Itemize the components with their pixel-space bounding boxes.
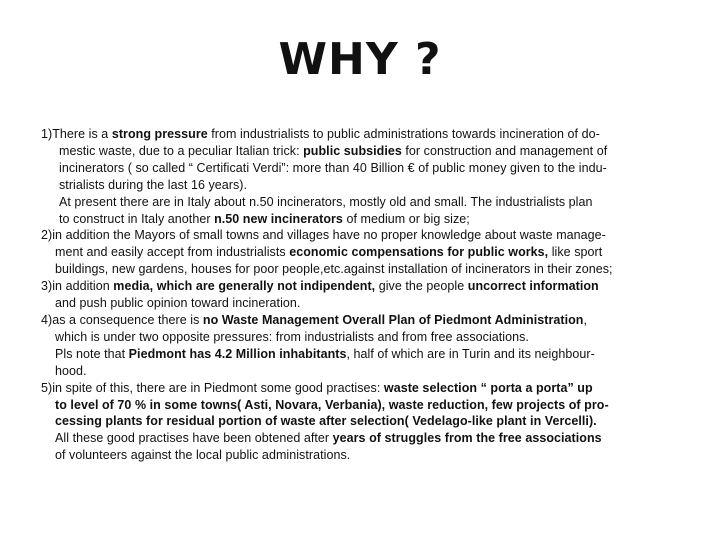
document-body	[41, 126, 681, 464]
text-line	[41, 380, 681, 397]
text-line	[41, 143, 681, 160]
text-segment: 2)in addition the Mayors of small towns and villages have no proper knowledge about waste manage-	[41, 228, 606, 243]
text-segment: to construct in Italy another	[59, 211, 215, 226]
text-segment: , half of which are in Turin and its neighbour-	[346, 346, 595, 361]
text-line	[41, 413, 681, 430]
text-line	[41, 363, 681, 380]
text-segment: 5)in spite of this, there are in Piedmont some good practises:	[41, 380, 384, 395]
text-line	[41, 295, 681, 312]
text-segment: buildings, new gardens, houses for poor people,etc.against installation of incinerators in their zones;	[55, 262, 613, 277]
page-title: WHY ?	[278, 34, 442, 85]
bold-text: waste selection “ porta a porta” up	[383, 380, 593, 395]
text-line	[41, 447, 681, 464]
bold-text: media, which are generally not indipendent,	[113, 279, 376, 294]
text-line	[41, 397, 681, 414]
text-segment: ment and easily accept from industrialists	[55, 245, 290, 260]
bold-text: n.50 new incinerators	[214, 211, 343, 226]
text-line	[41, 329, 681, 346]
text-segment: incinerators ( so called “ Certificati Verdi”: more than 40 Billion € of public money given to the indu-	[59, 160, 607, 175]
text-segment: like sport	[548, 245, 603, 260]
bold-text: years of struggles from the free associations	[332, 431, 602, 446]
text-line	[41, 244, 681, 261]
text-line	[41, 126, 681, 143]
text-segment: give the people	[375, 279, 468, 294]
text-segment: All these good practises have been obtened after	[55, 431, 333, 446]
text-line	[41, 430, 681, 447]
text-line	[41, 346, 681, 363]
text-line	[41, 211, 681, 228]
bold-text: Piedmont has 4.2 Million inhabitants	[128, 346, 347, 361]
text-line	[41, 227, 681, 244]
text-segment: and push public opinion toward incineration.	[55, 296, 301, 311]
text-segment: from industrialists to public administrations towards incineration of do-	[207, 127, 600, 141]
text-segment: 3)in addition	[41, 279, 114, 294]
text-segment: hood.	[55, 363, 87, 378]
text-segment: Pls note that	[55, 346, 129, 361]
text-segment: ,	[583, 312, 588, 327]
text-segment: 1)There is a	[41, 127, 112, 141]
text-segment: At present there are in Italy about n.50 incinerators, mostly old and small. The industrialists plan	[59, 194, 593, 209]
text-segment: which is under two opposite pressures: from industrialists and from free associations.	[55, 329, 529, 344]
bold-text: public subsidies	[303, 143, 402, 158]
text-segment: for construction and management of	[401, 143, 608, 158]
text-line	[41, 160, 681, 177]
text-segment: of medium or big size;	[342, 211, 470, 226]
bold-text: strong pressure	[111, 127, 208, 141]
text-line	[41, 278, 681, 295]
text-segment: strialists during the last 16 years).	[59, 177, 248, 192]
bold-text: no Waste Management Overall Plan of Piedmont Administration	[202, 312, 584, 327]
bold-text: economic compensations for public works,	[289, 245, 549, 260]
text-line	[41, 177, 681, 194]
text-line	[41, 194, 681, 211]
text-segment: 4)as a consequence there is	[41, 312, 203, 327]
bold-text: cessing plants for residual portion of waste after selection( Vedelago-like plant in Vercelli).	[55, 414, 597, 429]
text-segment: mestic waste, due to a peculiar Italian trick:	[59, 143, 304, 158]
text-segment: of volunteers against the local public administrations.	[55, 448, 351, 463]
text-line	[41, 261, 681, 278]
bold-text: uncorrect information	[467, 279, 599, 294]
text-line	[41, 312, 681, 329]
bold-text: to level of 70 % in some towns( Asti, Novara, Verbania), waste reduction, few projects of pro-	[55, 397, 609, 412]
